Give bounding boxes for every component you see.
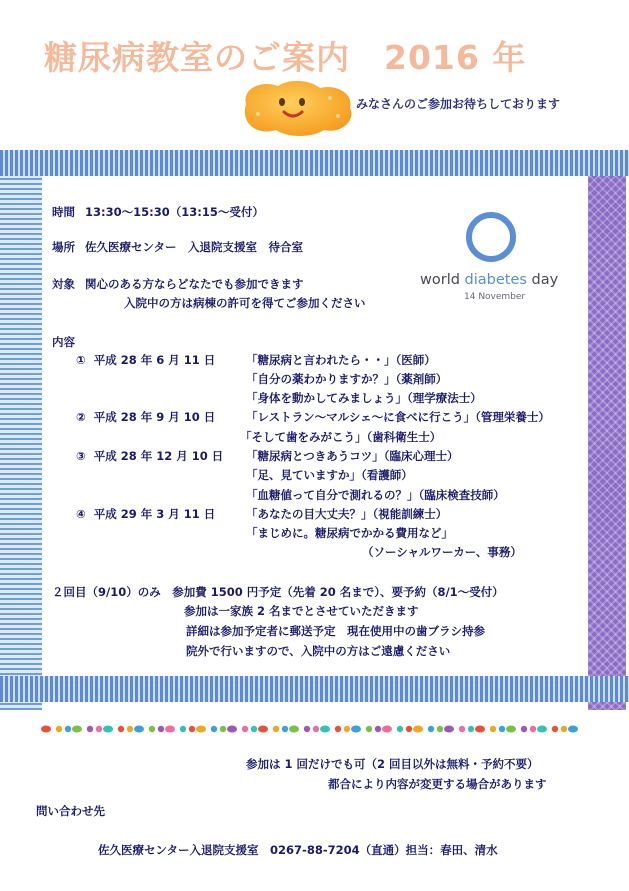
target-row	[52, 276, 304, 292]
decorative-dot	[437, 726, 443, 732]
decorative-dot	[537, 726, 547, 733]
decorative-dot	[351, 726, 361, 733]
decorative-dot	[428, 726, 434, 732]
blue-circle-icon	[466, 212, 516, 262]
footer-note-participation: 参加は 1 回だけでも可（2 回目以外は無料・予約不要）	[246, 757, 539, 771]
page-title: 糖尿病教室のご案内 2016 年	[44, 38, 527, 77]
session-topic: 「レストラン～マルシェ～に食べに行こう」（管理栄養士）	[246, 410, 550, 424]
decorative-dot	[96, 726, 102, 732]
session-date: 平成 28 年 12 月 10 日	[93, 449, 224, 463]
decorative-dot	[220, 726, 226, 732]
decorative-dot	[251, 726, 257, 732]
decorative-dot	[521, 726, 527, 732]
session-1	[76, 352, 215, 368]
notice-location: 院外で行いますので、入院中の方はご遠慮ください	[186, 644, 451, 658]
decorative-dot	[344, 726, 350, 732]
decorative-dot	[258, 726, 268, 733]
place-label: 場所	[52, 240, 75, 254]
session-number: ③	[76, 449, 86, 463]
frame-right-stripe	[588, 150, 626, 710]
decorative-dot	[406, 726, 412, 732]
session-date: 平成 28 年 9 月 10 日	[93, 410, 216, 424]
decorative-dot	[397, 726, 403, 732]
session-topic: 「そして歯をみがこう」（歯科衛生士）	[240, 430, 442, 444]
time-label: 時間	[52, 205, 75, 219]
decorative-dot	[127, 726, 133, 732]
world-diabetes-day-logo	[420, 212, 570, 308]
contact-label: 問い合わせ先	[36, 804, 105, 818]
frame-top-stripe	[0, 150, 629, 176]
decorative-dot	[475, 726, 485, 733]
session-number: ④	[76, 507, 86, 521]
decorative-dot	[134, 726, 144, 733]
decorative-dot	[459, 726, 465, 732]
decorative-dot	[568, 726, 578, 733]
decorative-dot	[211, 726, 217, 732]
decorative-dot-divider	[40, 723, 580, 735]
decorative-dot	[165, 726, 175, 733]
session-4	[76, 506, 215, 522]
mascot-illustration	[238, 74, 358, 140]
decorative-dot	[56, 726, 62, 732]
frame-bottom-stripe	[0, 676, 629, 702]
tagline: みなさんのご参加お待ちしております	[356, 97, 561, 111]
decorative-dot	[227, 726, 237, 733]
notice-details: 詳細は参加予定者に郵送予定 現在使用中の歯ブラシ持参	[186, 624, 485, 638]
logo-text-world: world	[420, 272, 465, 288]
session-topic: 「自分の薬わかりますか？」（薬剤師）	[246, 372, 448, 386]
decorative-dot	[552, 726, 558, 732]
session-topic: （ソーシャルワーカー、事務）	[362, 545, 522, 559]
decorative-dot	[72, 726, 82, 733]
session-3	[76, 448, 223, 464]
target-value: 関心のある方ならどなたでも参加できます	[85, 277, 304, 291]
decorative-dot	[189, 726, 195, 732]
decorative-dot	[444, 726, 454, 733]
decorative-dot	[180, 726, 186, 732]
decorative-dot	[413, 726, 423, 733]
session-topic: 「あなたの目大丈夫？」（視能訓練士）	[246, 507, 448, 521]
decorative-dot	[490, 726, 496, 732]
decorative-dot	[375, 726, 381, 732]
decorative-dot	[149, 726, 155, 732]
decorative-dot	[41, 726, 51, 733]
decorative-dot	[382, 726, 392, 733]
decorative-dot	[103, 726, 113, 733]
session-date: 平成 29 年 3 月 11 日	[93, 507, 216, 521]
decorative-dot	[499, 726, 505, 732]
decorative-dot	[289, 726, 299, 733]
decorative-dot	[282, 726, 288, 732]
session-topic: 「糖尿病とつきあうコツ」（臨床心理士）	[246, 449, 459, 463]
contents-label: 内容	[52, 335, 75, 349]
decorative-dot	[87, 726, 93, 732]
session-topic: 「血糖値って自分で測れるの？」（臨床検査技師）	[246, 488, 505, 502]
decorative-dot	[335, 726, 341, 732]
time-value: 13:30～15:30（13:15～受付）	[85, 205, 264, 219]
notice-fee: ２回目（9/10）のみ 参加費 1500 円予定（先着 20 名まで）、要予約（8/1～受付）	[52, 585, 504, 599]
session-2	[76, 409, 215, 425]
decorative-dot	[530, 726, 536, 732]
decorative-dot	[320, 726, 330, 733]
footer-note-changes: 都合により内容が変更する場合があります	[328, 777, 547, 791]
decorative-dot	[273, 726, 279, 732]
logo-date: 14 November	[464, 292, 526, 302]
logo-text-diabetes: diabetes	[464, 272, 527, 288]
time-row	[52, 204, 264, 220]
logo-text-day: day	[526, 272, 559, 288]
decorative-dot	[366, 726, 372, 732]
decorative-dot	[118, 726, 124, 732]
decorative-dot	[196, 726, 206, 733]
decorative-dot	[304, 726, 310, 732]
contact-info: 佐久医療センター入退院支援室 0267-88-7204（直通）担当：春田、清水	[98, 843, 498, 857]
session-number: ②	[76, 410, 86, 424]
decorative-dot	[506, 726, 516, 733]
session-number: ①	[76, 353, 86, 367]
place-value: 佐久医療センター 入退院支援室 待合室	[85, 240, 304, 254]
decorative-dot	[242, 726, 248, 732]
session-topic: 「まじめに。糖尿病でかかる費用など」	[246, 526, 453, 540]
session-date: 平成 28 年 6 月 11 日	[93, 353, 216, 367]
notice-limit: 参加は一家族 2 名までとさせていただきます	[184, 604, 419, 618]
frame-left-stripe	[0, 150, 42, 710]
session-topic: 「糖尿病と言われたら・・」（医師）	[246, 353, 436, 367]
session-topic: 「身体を動かしてみましょう」（理学療法士）	[246, 391, 482, 405]
decorative-dot	[313, 726, 319, 732]
target-label: 対象	[52, 277, 75, 291]
target-note: 入院中の方は病棟の許可を得てご参加ください	[124, 296, 366, 310]
session-topic: 「足、見ていますか」（看護師）	[246, 468, 413, 482]
decorative-dot	[468, 726, 474, 732]
decorative-dot	[158, 726, 164, 732]
decorative-dot	[561, 726, 567, 732]
place-row	[52, 239, 303, 255]
decorative-dot	[65, 726, 71, 732]
